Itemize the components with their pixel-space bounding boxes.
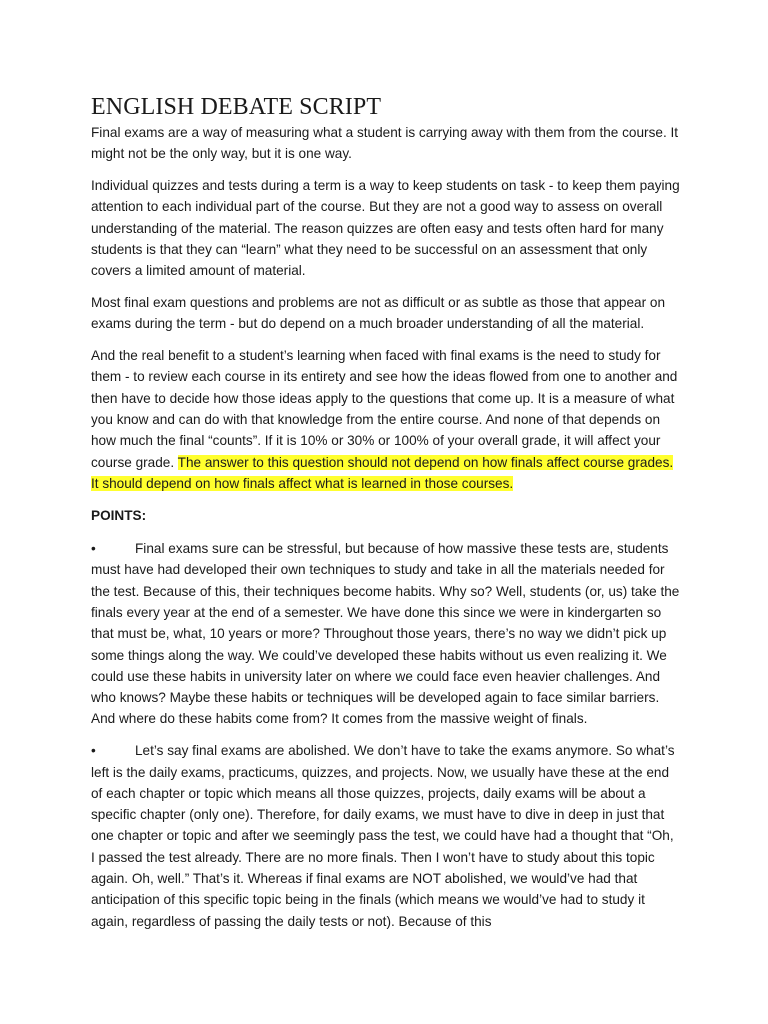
document-body <box>91 92 681 942</box>
points-heading: POINTS: <box>91 507 147 523</box>
paragraph-quizzes: Individual quizzes and tests during a term is a way to keep students on task - to keep them paying attention to each individual part of the course. But they are not a good way to assess on overall understanding of the material. The reason quizzes are often easy and tests often hard for many students is that they can “learn” what they need to be successful on an assessment that only covers a limited amount of material. <box>91 178 680 279</box>
bullet-point-text: Final exams sure can be stressful, but because of how massive these tests are, students must have had developed their own techniques to study and take in all the materials needed for the test. Because of this, their techniques become habits. Why so? Well, students (or, us) take the finals every year at the end of a semester. We have done this since we were in kindergarten so that must be, what, 10 years or more? Throughout those years, there’s no way we didn’t pick up some things along the way. We could’ve developed these habits without us even realizing it. We could use these habits in university later on where we could face even heavier challenges. And who knows? Maybe these habits or techniques will be developed again to face similar barriers. And where do these habits come from? It comes from the massive weight of finals. <box>91 541 680 727</box>
bullet-point <box>91 538 681 730</box>
bullet-icon: • <box>91 743 96 759</box>
paragraph-real-benefit-text: And the real benefit to a student’s learning when faced with final exams is the need to study for them - to review each course in its entirety and see how the ideas flowed from one to another and then have to decide how those ideas apply to the questions that come up. It is a measure of what you know and can do with that knowledge from the entire course. And none of that depends on how much the final “counts”. If it is 10% or 30% or 100% of your overall grade, it will affect your course grade. <box>91 348 678 470</box>
paragraph-intro: Final exams are a way of measuring what a student is carrying away with them from the course. It might not be the only way, but it is one way. <box>91 125 679 162</box>
bullet-icon: • <box>91 541 96 557</box>
paragraph-real-benefit <box>91 345 681 494</box>
bullet-point-text: Let’s say final exams are abolished. We don’t have to take the exams anymore. So what’s left is the daily exams, practicums, quizzes, and projects. Now, we usually have these at the end of each chapter or topic which means all those quizzes, projects, daily exams will be about a specific chapter (only one). Therefore, for daily exams, we must have to dive in deep in just that one chapter or topic and after we seemingly pass the test, we could have had a thought that “Oh, I passed the test already. There are no more finals. Then I won’t have to study about this topic again. Oh, well.” That’s it. Whereas if final exams are NOT abolished, we would’ve had that anticipation of this specific topic being in the finals (which means we would’ve had to study it again, regardless of passing the daily tests or not). Because of this <box>91 743 675 929</box>
paragraph-final-questions: Most final exam questions and problems are not as difficult or as subtle as those that appear on exams during the term - but do depend on a much broader understanding of all the material. <box>91 295 666 332</box>
highlighted-text: The answer to this question should not depend on how finals affect course grades. It should depend on how finals affect what is learned in those courses. <box>91 454 674 491</box>
document-title: ENGLISH DEBATE SCRIPT <box>91 94 382 120</box>
bullet-point <box>91 740 681 932</box>
